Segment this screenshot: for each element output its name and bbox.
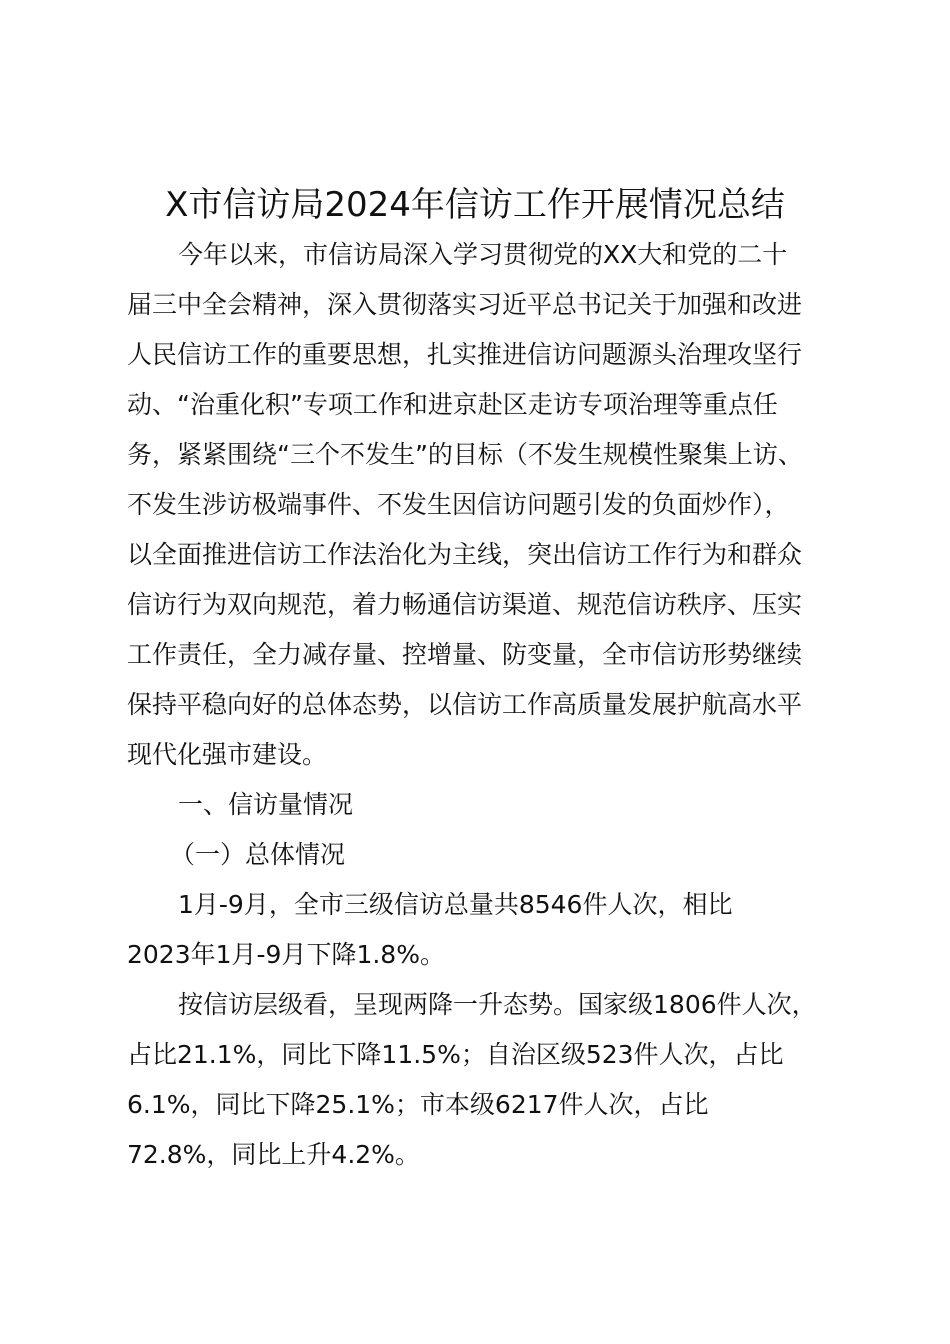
paragraph-line: 务，紧紧围绕“三个不发生”的目标（不发生规模性聚集上访、 [127,440,803,469]
paragraph-line: 今年以来，市信访局深入学习贯彻党的XX大和党的二十 [178,240,788,269]
subsection-heading: （一）总体情况 [170,840,346,869]
document-title: X市信访局2024年信访工作开展情况总结 [165,185,785,225]
paragraph-line: 动、“治重化积”专项工作和进京赴区走访专项治理等重点任 [127,390,778,419]
paragraph-line: 人民信访工作的重要思想，扎实推进信访问题源头治理攻坚行 [127,340,803,369]
paragraph-line: 2023年1月-9月下降1.8%。 [127,940,445,969]
paragraph-line: 工作责任，全力减存量、控增量、防变量，全市信访形势继续 [127,640,803,669]
paragraph-line: 6.1%，同比下降25.1%；市本级6217件人次，占比 [127,1090,709,1119]
paragraph-line: 72.8%，同比上升4.2%。 [127,1140,420,1169]
paragraph-line: 不发生涉访极端事件、不发生因信访问题引发的负面炒作）， [127,490,790,519]
paragraph-line: 以全面推进信访工作法治化为主线，突出信访工作行为和群众 [127,540,803,569]
paragraph-line: 占比21.1%，同比下降11.5%；自治区级523件人次，占比 [127,1040,784,1069]
paragraph-line: 保持平稳向好的总体态势，以信访工作高质量发展护航高水平 [127,690,803,719]
paragraph-line: 现代化强市建设。 [127,740,328,769]
paragraph-line: 信访行为双向规范，着力畅通信访渠道、规范信访秩序、压实 [127,590,803,619]
paragraph-line: 届三中全会精神，深入贯彻落实习近平总书记关于加强和改进 [127,290,803,319]
paragraph-line: 按信访层级看，呈现两降一升态势。国家级1806件人次， [178,990,817,1019]
paragraph-line: 1月-9月，全市三级信访总量共8546件人次，相比 [178,890,733,919]
section-heading: 一、信访量情况 [178,790,354,819]
